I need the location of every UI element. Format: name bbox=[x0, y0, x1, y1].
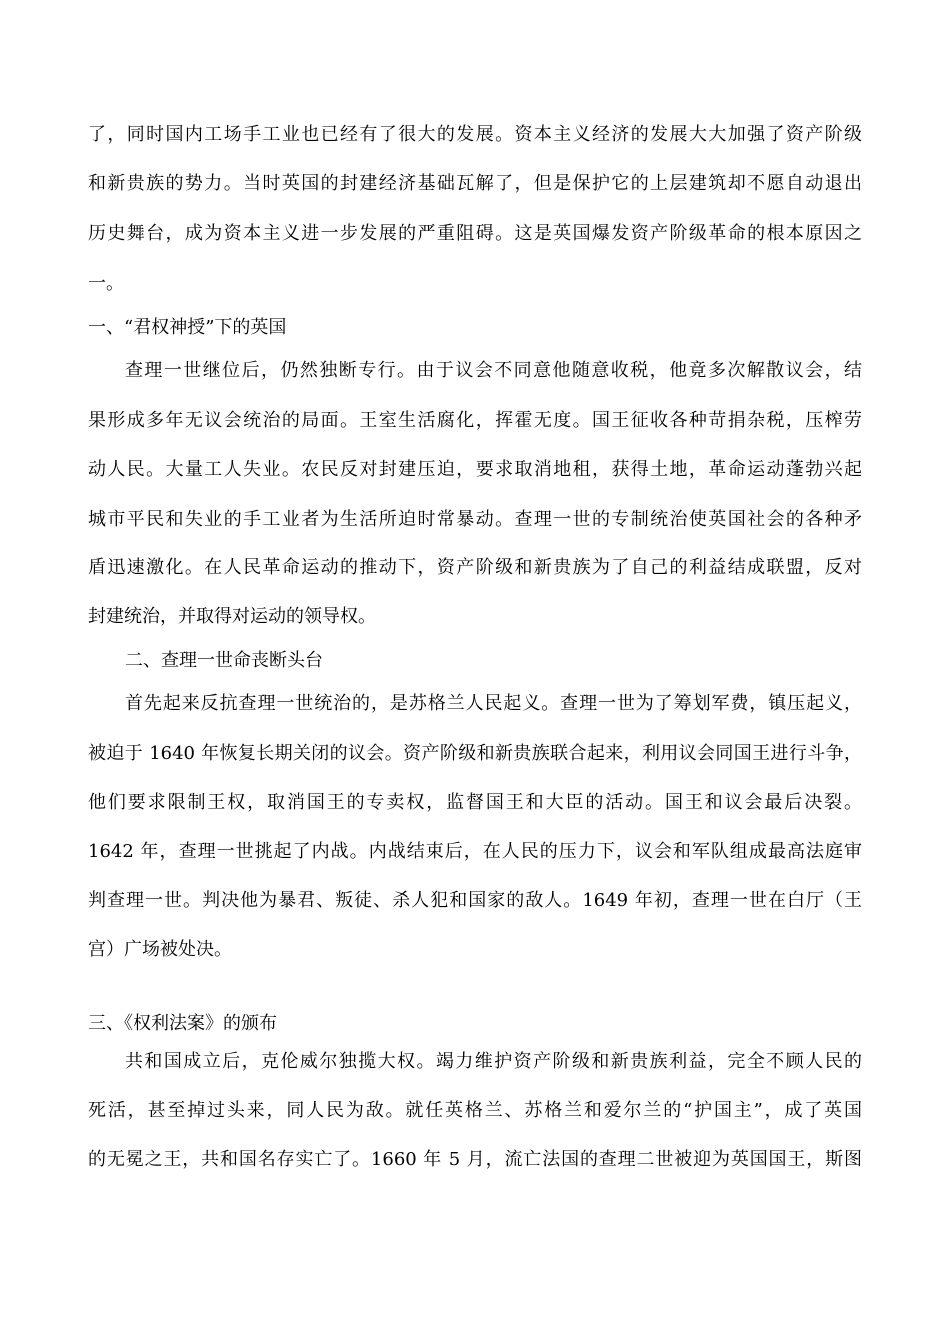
body-text-line: 了，同时国内工场手工业也已经有了很大的发展。资本主义经济的发展大大加强了资产阶级 bbox=[88, 124, 862, 145]
body-text-line: 首先起来反抗查理一世统治的，是苏格兰人民起义。查理一世为了筹划军费，镇压起义， bbox=[125, 693, 862, 714]
body-text-line: 果形成多年无议会统治的局面。王室生活腐化，挥霍无度。国王征收各种苛捐杂税，压榨劳 bbox=[88, 410, 862, 431]
body-text-line: 一。 bbox=[88, 273, 124, 294]
body-text-line: 盾迅速激化。在人民革命运动的推动下，资产阶级和新贵族为了自己的利益结成联盟，反对 bbox=[88, 557, 862, 578]
body-text-line: 共和国成立后，克伦威尔独揽大权。竭力维护资产阶级和新贵族利益，完全不顾人民的 bbox=[125, 1051, 862, 1072]
body-text-line: 城市平民和失业的手工业者为生活所迫时常暴动。查理一世的专制统治使英国社会的各种矛 bbox=[88, 509, 862, 530]
body-text-line: 宫）广场被处决。 bbox=[88, 939, 232, 960]
body-text-line: 动人民。大量工人失业。农民反对封建压迫，要求取消地租，获得土地，革命运动蓬勃兴起 bbox=[88, 459, 862, 480]
body-text-line: 判查理一世。判决他为暴君、叛徒、杀人犯和国家的敌人。1649 年初，查理一世在白厅（王 bbox=[88, 890, 862, 911]
body-text-line: 死活，甚至掉过头来，同人民为敌。就任英格兰、苏格兰和爱尔兰的“护国主”，成了英国 bbox=[88, 1100, 862, 1121]
body-text-line: 查理一世继位后，仍然独断专行。由于议会不同意他随意收税，他竟多次解散议会，结 bbox=[125, 360, 862, 381]
body-text-line: 历史舞台，成为资本主义进一步发展的严重阻碍。这是英国爆发资产阶级革命的根本原因之 bbox=[88, 223, 862, 244]
body-text-line: 他们要求限制王权，取消国王的专卖权，监督国王和大臣的活动。国王和议会最后决裂。 bbox=[88, 792, 862, 813]
body-text-line: 的无冕之王，共和国名存实亡了。1660 年 5 月，流亡法国的查理二世被迎为英国国王，斯图 bbox=[88, 1149, 862, 1170]
section-heading: 三、《权利法案》的颁布 bbox=[88, 1013, 277, 1034]
body-text-line: 封建统治，并取得对运动的领导权。 bbox=[88, 606, 376, 627]
body-text-line: 和新贵族的势力。当时英国的封建经济基础瓦解了，但是保护它的上层建筑却不愿自动退出 bbox=[88, 173, 862, 194]
body-text-line: 1642 年，查理一世挑起了内战。内战结束后，在人民的压力下，议会和军队组成最高法庭审 bbox=[88, 841, 862, 862]
section-heading: 二、查理一世命丧断头台 bbox=[125, 650, 323, 671]
body-text-line: 被迫于 1640 年恢复长期关闭的议会。资产阶级和新贵族联合起来，利用议会同国王进行斗争， bbox=[88, 743, 862, 764]
section-heading: 一、“君权神授”下的英国 bbox=[88, 317, 287, 338]
